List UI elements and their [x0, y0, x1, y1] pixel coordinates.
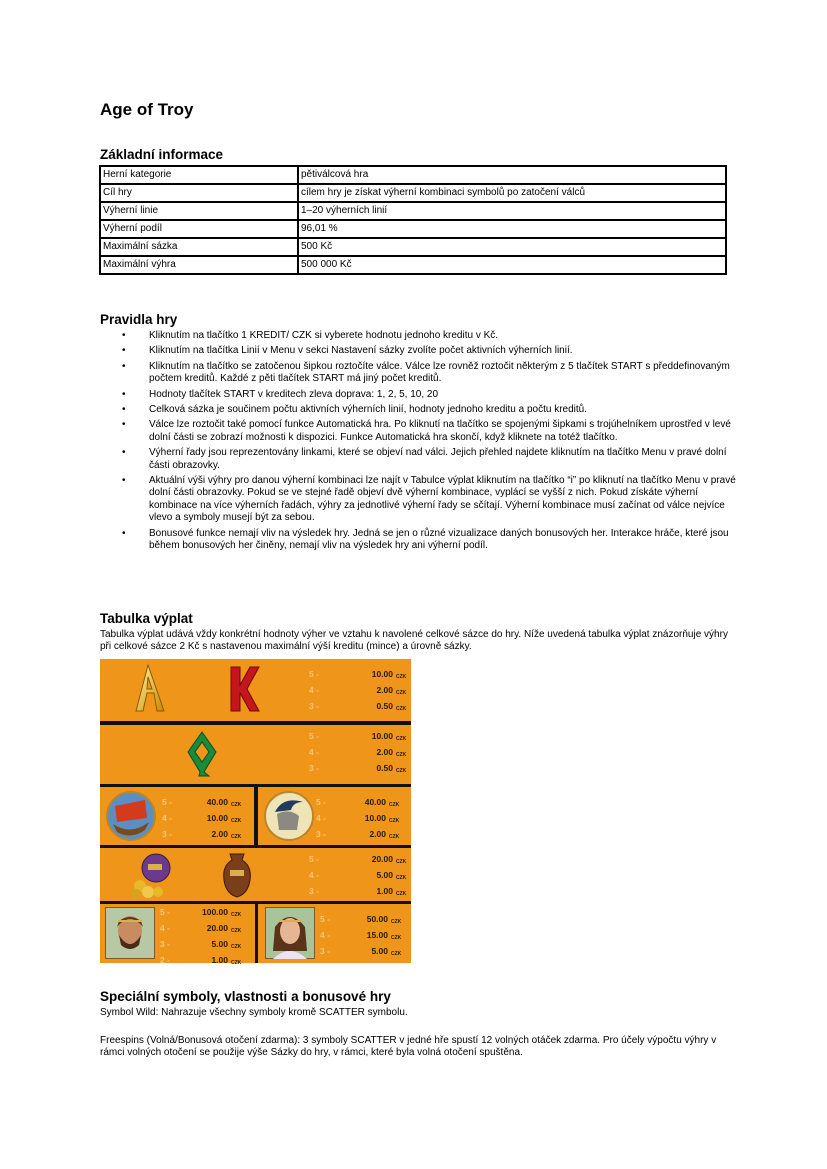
pay-value: 1.00 — [211, 955, 228, 965]
pay-value: 100.00 — [202, 907, 228, 917]
list-item: • Výherní řady jsou reprezentovány linkami, které se objeví nad válci. Jejich přehled najdete kliknutím na tlačítko Menu v pravé dolní části obrazovky. — [100, 447, 740, 472]
symbol-count: 5 - — [162, 797, 172, 807]
table-row — [100, 220, 726, 238]
basic-info-heading: Základní informace — [100, 147, 224, 162]
coin-pot-icon — [128, 850, 174, 900]
pay-value: 0.50 — [376, 763, 393, 773]
symbol-count: 3 - — [316, 829, 326, 839]
letter-k-icon — [228, 663, 260, 715]
helen-portrait-icon — [265, 907, 315, 959]
row-value: 96,01 % — [298, 220, 726, 238]
paytable-pays — [309, 853, 406, 901]
currency: CZK — [389, 802, 400, 808]
currency: CZK — [396, 752, 407, 758]
currency: CZK — [396, 875, 407, 881]
ship-icon — [105, 790, 157, 842]
list-item: • Celková sázka je součinem počtu aktivních výherních linií, hodnoty jednoho kreditu a počtu kreditů. — [100, 404, 740, 416]
pay-value: 10.00 — [371, 731, 393, 741]
paytable-row-q — [100, 725, 411, 784]
symbol-count: 5 - — [309, 669, 319, 679]
row-label: Cíl hry — [100, 184, 298, 202]
symbol-count: 5 - — [320, 914, 330, 924]
currency: CZK — [396, 674, 407, 680]
pay-value: 10.00 — [371, 669, 393, 679]
currency: CZK — [231, 944, 242, 950]
symbol-count: 3 - — [320, 946, 330, 956]
hero-portrait-icon — [105, 907, 155, 959]
currency: CZK — [396, 736, 407, 742]
currency: CZK — [231, 960, 242, 966]
currency: CZK — [231, 912, 242, 918]
paytable-cell-hero — [100, 904, 255, 966]
currency: CZK — [396, 690, 407, 696]
row-value: 500 Kč — [298, 238, 726, 256]
pay-value: 20.00 — [371, 854, 393, 864]
symbol-count: 4 - — [309, 870, 319, 880]
pay-value: 2.00 — [369, 829, 386, 839]
currency: CZK — [389, 818, 400, 824]
helmet-icon — [263, 790, 315, 842]
list-item: • Kliknutím na tlačítko se zatočenou šipkou roztočíte válce. Válce lze rovněž roztočit některým z 5 tlačítek START s předdefinovaným počtem kreditů. Každé z pěti tlačítek START má jiný počet kreditů. — [100, 361, 740, 386]
currency: CZK — [231, 818, 242, 824]
symbol-count: 4 - — [320, 930, 330, 940]
pay-value: 20.00 — [206, 923, 228, 933]
symbol-count: 4 - — [316, 813, 326, 823]
paytable-pays — [162, 796, 241, 844]
paytable-cell-helen — [258, 904, 411, 963]
page-title: Age of Troy — [100, 100, 194, 119]
special-heading: Speciální symboly, vlastnosti a bonusové hry — [100, 989, 391, 1004]
paytable-heading: Tabulka výplat — [100, 611, 193, 626]
pay-value: 5.00 — [371, 946, 388, 956]
letter-q-icon — [185, 730, 219, 778]
paytable-row-pots — [100, 848, 411, 901]
currency: CZK — [396, 859, 407, 865]
currency: CZK — [396, 768, 407, 774]
paytable-pays — [309, 668, 406, 716]
table-row — [100, 166, 726, 184]
pay-value: 2.00 — [211, 829, 228, 839]
vase-icon — [218, 850, 256, 900]
symbol-count: 3 - — [309, 701, 319, 711]
list-item: • Bonusové funkce nemají vliv na výsledek hry. Jedná se jen o různé vizualizace daných bonusových her. Interakce hráče, které jsou během bonusových her činěny, nemají vliv na výsledek hry ani výherní podíl. — [100, 528, 740, 553]
paytable-row-ak — [100, 659, 411, 721]
row-value: 500 000 Kč — [298, 256, 726, 274]
pay-value: 2.00 — [376, 685, 393, 695]
currency: CZK — [391, 951, 402, 957]
symbol-count: 5 - — [316, 797, 326, 807]
paytable-pays — [309, 730, 406, 778]
table-row — [100, 256, 726, 274]
pay-value: 0.50 — [376, 701, 393, 711]
symbol-count: 2 - — [160, 955, 170, 965]
row-value: pětiválcová hra — [298, 166, 726, 184]
table-row — [100, 238, 726, 256]
pay-value: 50.00 — [366, 914, 388, 924]
paytable-image — [100, 659, 411, 966]
currency: CZK — [231, 802, 242, 808]
currency: CZK — [231, 834, 242, 840]
symbol-count: 5 - — [309, 854, 319, 864]
letter-a-icon — [132, 663, 166, 713]
currency: CZK — [396, 706, 407, 712]
list-item: • Kliknutím na tlačítka Linií v Menu v sekci Nastavení sázky zvolíte počet aktivních výherních linií. — [100, 345, 740, 357]
symbol-count: 4 - — [309, 747, 319, 757]
symbol-count: 4 - — [160, 923, 170, 933]
pay-value: 15.00 — [366, 930, 388, 940]
symbol-count: 5 - — [309, 731, 319, 741]
row-label: Maximální sázka — [100, 238, 298, 256]
paytable-pays — [160, 906, 241, 970]
currency: CZK — [389, 834, 400, 840]
currency: CZK — [391, 935, 402, 941]
paytable-pays — [320, 913, 401, 961]
rules-list — [100, 330, 740, 556]
symbol-count: 3 - — [309, 886, 319, 896]
table-row — [100, 202, 726, 220]
pay-value: 1.00 — [376, 886, 393, 896]
pay-value: 10.00 — [364, 813, 386, 823]
paytable-pays — [316, 796, 399, 844]
pay-value: 5.00 — [211, 939, 228, 949]
row-value: cílem hry je získat výherní kombinaci symbolů po zatočení válců — [298, 184, 726, 202]
rules-heading: Pravidla hry — [100, 312, 178, 327]
symbol-count: 4 - — [162, 813, 172, 823]
symbol-count: 3 - — [309, 763, 319, 773]
wild-description: Symbol Wild: Nahrazuje všechny symboly kromě SCATTER symbolu. — [100, 1007, 408, 1018]
row-label: Maximální výhra — [100, 256, 298, 274]
pay-value: 40.00 — [206, 797, 228, 807]
symbol-count: 5 - — [160, 907, 170, 917]
list-item: • Hodnoty tlačítek START v kreditech zleva doprava: 1, 2, 5, 10, 20 — [100, 389, 740, 401]
row-label: Výherní podíl — [100, 220, 298, 238]
list-item: • Kliknutím na tlačítko 1 KREDIT/ CZK si vyberete hodnotu jednoho kreditu v Kč. — [100, 330, 740, 342]
pay-value: 10.00 — [206, 813, 228, 823]
currency: CZK — [396, 891, 407, 897]
currency: CZK — [231, 928, 242, 934]
currency: CZK — [391, 919, 402, 925]
row-label: Výherní linie — [100, 202, 298, 220]
row-label: Herní kategorie — [100, 166, 298, 184]
basic-info-table — [99, 165, 727, 275]
pay-value: 40.00 — [364, 797, 386, 807]
paytable-cell-ship — [100, 787, 254, 845]
symbol-count: 4 - — [309, 685, 319, 695]
freespins-description: Freespins (Volná/Bonusová otočení zdarma): 3 symboly SCATTER v jedné hře spustí 12 volných otáček zdarma. Pro účely výpočtu výhry v rámci volných otočení se použije výše Sázky do hry, v rámci, které byla volná otočení spuštěna. — [100, 1035, 717, 1059]
pay-value: 5.00 — [376, 870, 393, 880]
row-value: 1–20 výherních linií — [298, 202, 726, 220]
list-item: • Aktuální výši výhry pro danou výherní kombinaci lze najít v Tabulce výplat kliknutím na tlačítko “i” po kliknutí na tlačítko Menu v pravé dolní části obrazovky. Pokud se ve stejné řadě objeví dvě výherní kombinace, vyplácí se vyšší z nich. Pokud získáte výherní kombinace na více výherních řadách, výhry za jednotlivé výherní řady se sčítají. Výherní kombinace musí začínat od válce nejvíce vlevo a symboly musejí být za sebou. — [100, 475, 740, 525]
table-row — [100, 184, 726, 202]
symbol-count: 3 - — [162, 829, 172, 839]
paytable-intro: Tabulka výplat udává vždy konkrétní hodnoty výher ve vztahu k navolené celkové sázce do hry. Níže uvedená tabulka výplat znázorňuje výhry při celkové sázce 2 Kč s nastavenou maximální výší kreditu (mince) a úrovně sázky. — [100, 629, 728, 653]
symbol-count: 3 - — [160, 939, 170, 949]
list-item: • Válce lze roztočit také pomocí funkce Automatická hra. Po kliknutí na tlačítko se spojenými šipkami s trojúhelníkem uprostřed v levé dolní části se zobrazí možnosti k dispozici. Funkce Automatická hra skončí, když kliknete na totéž tlačítko. — [100, 419, 740, 444]
pay-value: 2.00 — [376, 747, 393, 757]
paytable-cell-helmet — [258, 787, 411, 845]
